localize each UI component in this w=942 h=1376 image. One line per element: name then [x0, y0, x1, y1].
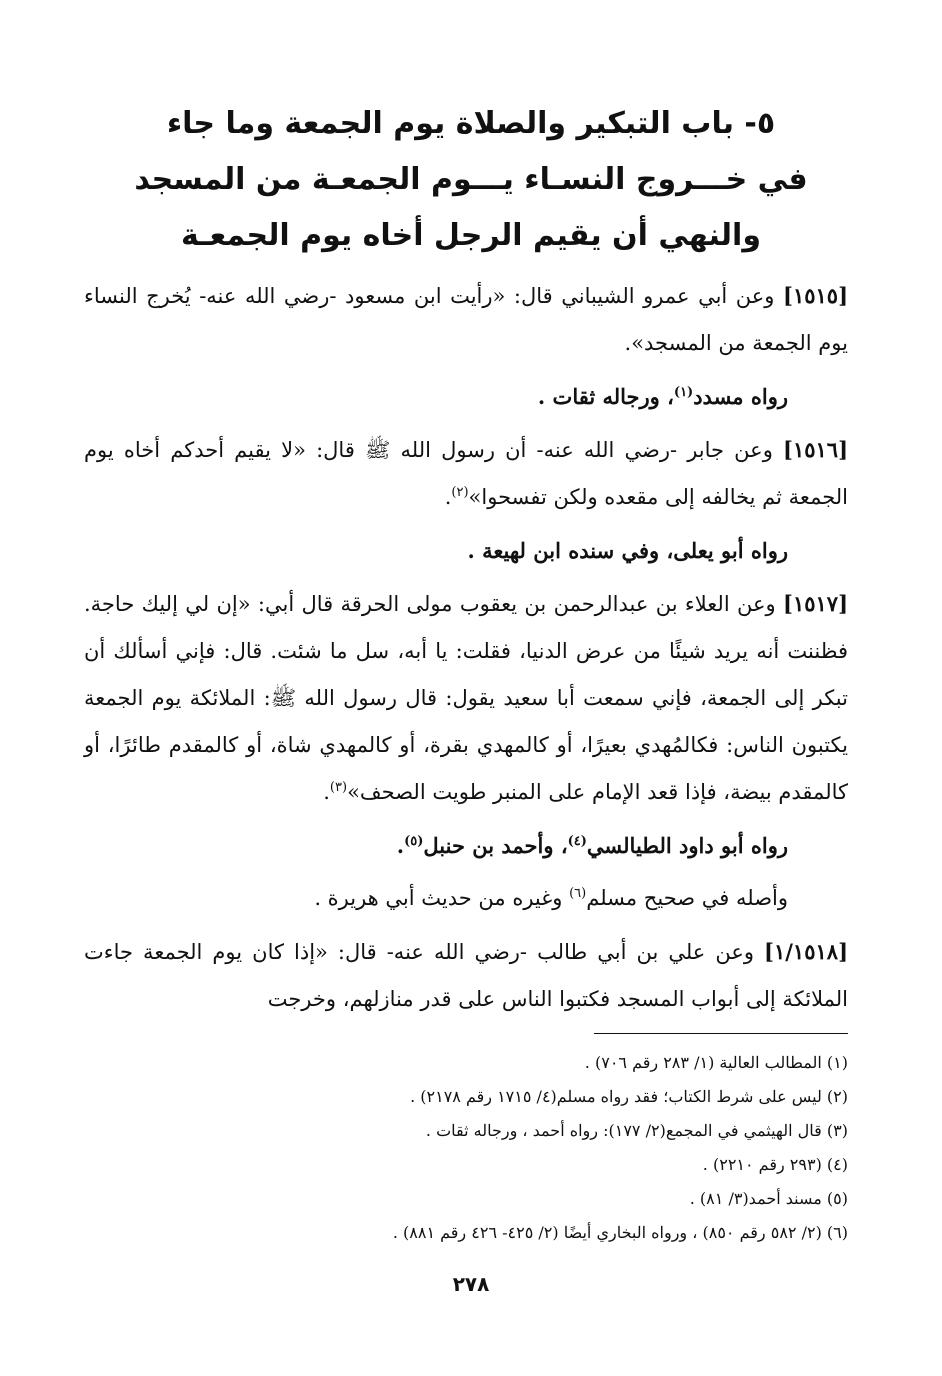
- footnote-ref: (٢): [451, 485, 469, 500]
- source-text: ، وأحمد بن حنبل: [423, 833, 568, 858]
- hadith-number: [١٥١٧]: [783, 591, 848, 616]
- footnote-1: (١) المطالب العالية (١/ ٢٨٣ رقم ٧٠٦) .: [584, 1053, 848, 1072]
- origin-text: وأصله في صحيح مسلم: [586, 886, 788, 910]
- footnote-ref: (٣): [329, 780, 348, 795]
- hadith-1515: [84, 272, 848, 367]
- source-text: رواه مسدد: [693, 384, 788, 409]
- hadith-text: وعن جابر -رضي الله عنه- أن رسول الله ﷺ قال: «لا يقيم أحدكم أخاه يوم الجمعة ثم يخالفه إلى مقعده ولكن تفسحوا»: [84, 438, 848, 509]
- chapter-title: [100, 96, 842, 264]
- footnote-ref: (٤): [567, 834, 587, 849]
- hadith-text: وعن أبي عمرو الشيباني قال: «رأيت ابن مسعود -رضي الله عنه- يُخرج النساء يوم الجمعة من المسجد».: [84, 284, 848, 355]
- hadith-number: [١٥١٥]: [783, 283, 848, 308]
- footnote-separator: [594, 1033, 848, 1034]
- footnote-3: (٣) قال الهيثمي في المجمع(٢/ ١٧٧): رواه أحمد ، ورجاله ثقات .: [425, 1121, 848, 1140]
- origin-text: وغيره من حديث أبي هريرة .: [314, 886, 570, 910]
- hadith-1518: [84, 928, 848, 1023]
- hadith-1516-source: رواه أبو يعلى، وفي سنده ابن لهيعة .: [467, 538, 788, 563]
- footnote-ref: (٦): [569, 886, 587, 901]
- hadith-1517-origin: [84, 875, 848, 922]
- hadith-end: .: [323, 780, 330, 804]
- hadith-1517-source: [84, 822, 848, 869]
- hadith-number: [١/١٥١٨]: [764, 939, 848, 964]
- hadith-1516: [84, 426, 848, 521]
- footnote-ref: (٥): [404, 834, 424, 849]
- footnote-4: (٤) (٢٩٣ رقم ٢٢١٠) .: [702, 1155, 848, 1174]
- footnote-ref: (١): [673, 385, 694, 400]
- footnotes: [120, 1046, 848, 1250]
- main-text: [84, 272, 848, 1029]
- chapter-title-line-2: في خـــروج النسـاء يـــوم الجمعـة من المسجد: [134, 162, 808, 197]
- source-text: .: [396, 833, 405, 858]
- page-number: ٢٧٨: [452, 1272, 490, 1296]
- hadith-1515-source: [84, 373, 848, 420]
- hadith-text: وعن العلاء بن عبدالرحمن بن يعقوب مولى الحرقة قال أبي: «إن لي إليك حاجة. فظننت أنه يريد شيئًا من عرض الدنيا، فقلت: يا أبه، سل ما شئت. قال: فإني أسألك أن تبكر إلى الجمعة، فإني سمعت أبا سعيد يقول: قال رسول الله ﷺ: الملائكة يوم الجمعة يكتبون الناس: فكالمُهدي بعيرًا، أو كالمهدي بقرة، أو كالمهدي شاة، أو كالمقدم طائرًا، أو كالمقدم بيضة، فإذا قعد الإمام على المنبر طويت الصحف»: [84, 592, 848, 804]
- footnote-5: (٥) مسند أحمد(٣/ ٨١) .: [689, 1189, 848, 1208]
- footnote-2: (٢) ليس على شرط الكتاب؛ فقد رواه مسلم(٤/ ١٧١٥ رقم ٢١٧٨) .: [410, 1087, 848, 1106]
- source-text: رواه أبو داود الطيالسي: [586, 833, 788, 858]
- source-text: ، ورجاله ثقات .: [537, 384, 674, 409]
- hadith-end: .: [444, 485, 452, 509]
- chapter-title-line-1: ٥- باب التبكير والصلاة يوم الجمعة وما جاء: [166, 106, 776, 141]
- hadith-1517: [84, 580, 848, 816]
- hadith-text: وعن علي بن أبي طالب -رضي الله عنه- قال: «إذا كان يوم الجمعة جاءت الملائكة إلى أبواب المسجد فكتبوا الناس على قدر منازلهم، وخرجت: [84, 940, 848, 1011]
- chapter-title-line-3: والنهي أن يقيم الرجل أخاه يوم الجمعـة: [181, 218, 761, 253]
- footnote-6: (٦) (٢/ ٥٨٢ رقم ٨٥٠) ، ورواه البخاري أيضًا (٢/ ٤٢٥- ٤٢٦ رقم ٨٨١) .: [392, 1223, 848, 1242]
- hadith-number: [١٥١٦]: [783, 437, 848, 462]
